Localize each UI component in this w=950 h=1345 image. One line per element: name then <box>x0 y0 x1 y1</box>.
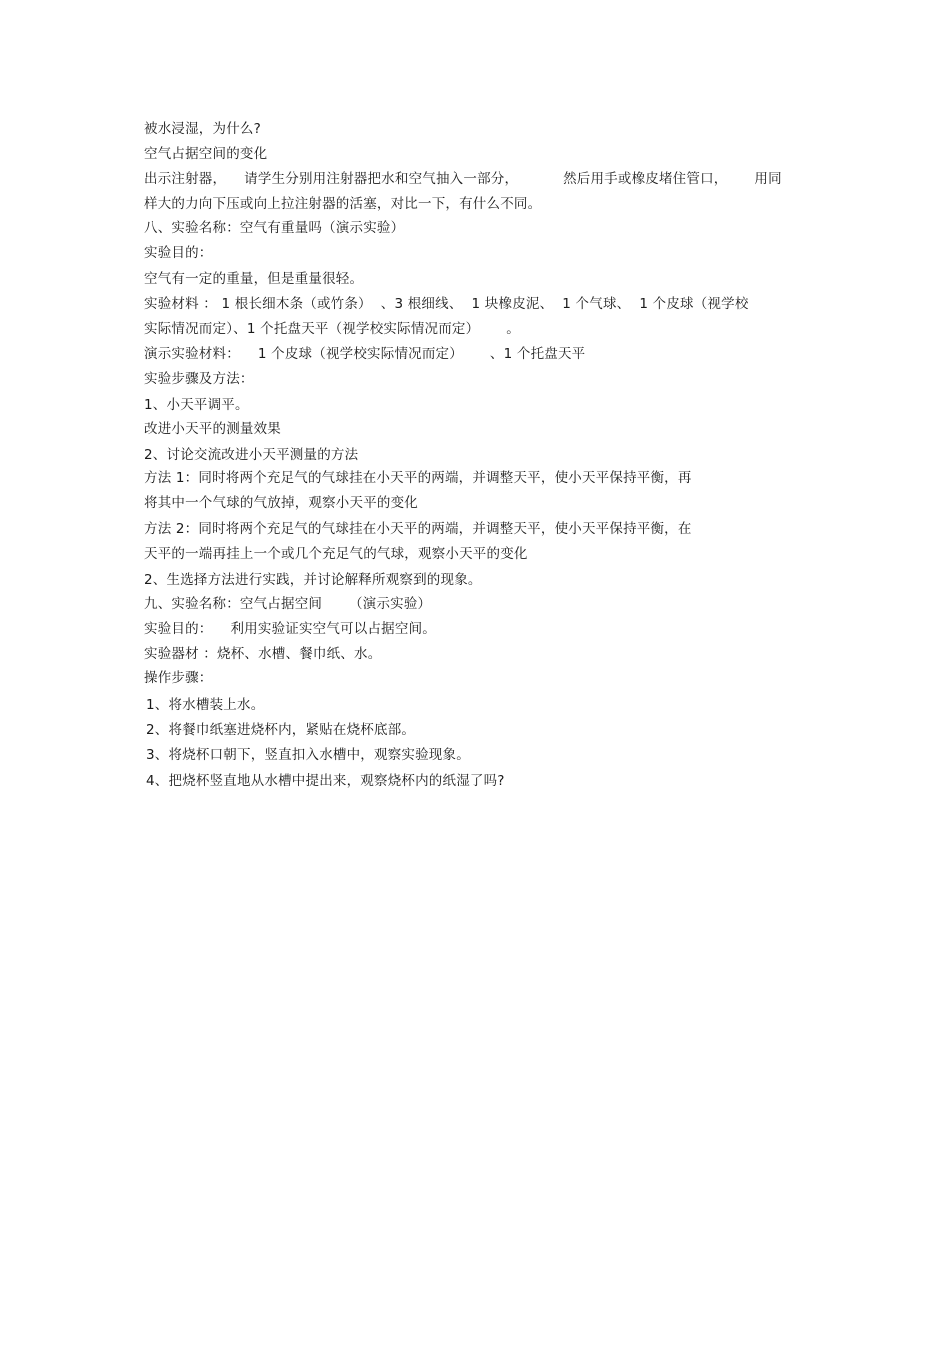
section-heading: 操作步骤： <box>144 670 213 686</box>
section-heading: 空气占据空间的变化 <box>144 146 268 162</box>
text-line: 样大的力向下压或向上拉注射器的活塞，对比一下，有什么不同。 <box>144 196 542 212</box>
text-line: 实验目的： <box>144 245 213 261</box>
list-item: 3、将烧杯口朝下，竖直扣入水槽中，观察实验现象。 <box>146 747 470 763</box>
text-line: 实验目的： 利用实验证实空气可以占据空间。 <box>144 621 436 637</box>
list-item: 1、将水槽装上水。 <box>146 697 265 713</box>
section-heading: 八、实验名称：空气有重量吗（演示实验） <box>144 220 405 236</box>
text-line: 被水浸湿，为什么? <box>144 121 261 137</box>
text-line: 空气有一定的重量，但是重量很轻。 <box>144 271 364 287</box>
text-line: 出示注射器， 请学生分别用注射器把水和空气抽入一部分， 然后用手或橡皮堵住管口， 用同 <box>144 171 782 187</box>
list-item: 2、生选择方法进行实践，并讨论解释所观察到的现象。 <box>144 572 482 588</box>
text-line: 实验器材 ：烧杯、水槽、餐巾纸、水。 <box>144 646 382 662</box>
list-item: 2、将餐巾纸塞进烧杯内，紧贴在烧杯底部。 <box>146 722 416 738</box>
section-heading: 实验步骤及方法： <box>144 371 254 387</box>
text-line: 将其中一个气球的气放掉，观察小天平的变化 <box>144 495 418 511</box>
list-item: 1、小天平调平。 <box>144 397 249 413</box>
text-line: 改进小天平的测量效果 <box>144 421 281 437</box>
text-line: 实际情况而定）、1 个托盘天平（视学校实际情况而定） 。 <box>144 321 520 337</box>
text-line: 方法 1：同时将两个充足气的气球挂在小天平的两端，并调整天平，使小天平保持平衡，再 <box>144 470 692 486</box>
section-heading: 九、实验名称：空气占据空间 （演示实验） <box>144 596 432 612</box>
text-line: 实验材料 ： 1 根长细木条（或竹条） 、3 根细线、 1 块橡皮泥、 1 个气球、 1 个皮球（视学校 <box>144 296 749 312</box>
text-line: 方法 2：同时将两个充足气的气球挂在小天平的两端，并调整天平，使小天平保持平衡，在 <box>144 521 692 537</box>
text-line: 演示实验材料： 1 个皮球（视学校实际情况而定） 、1 个托盘天平 <box>144 346 586 362</box>
list-item: 2、讨论交流改进小天平测量的方法 <box>144 447 359 463</box>
text-line: 天平的一端再挂上一个或几个充足气的气球，观察小天平的变化 <box>144 546 528 562</box>
list-item: 4、把烧杯竖直地从水槽中提出来，观察烧杯内的纸湿了吗? <box>146 773 505 789</box>
